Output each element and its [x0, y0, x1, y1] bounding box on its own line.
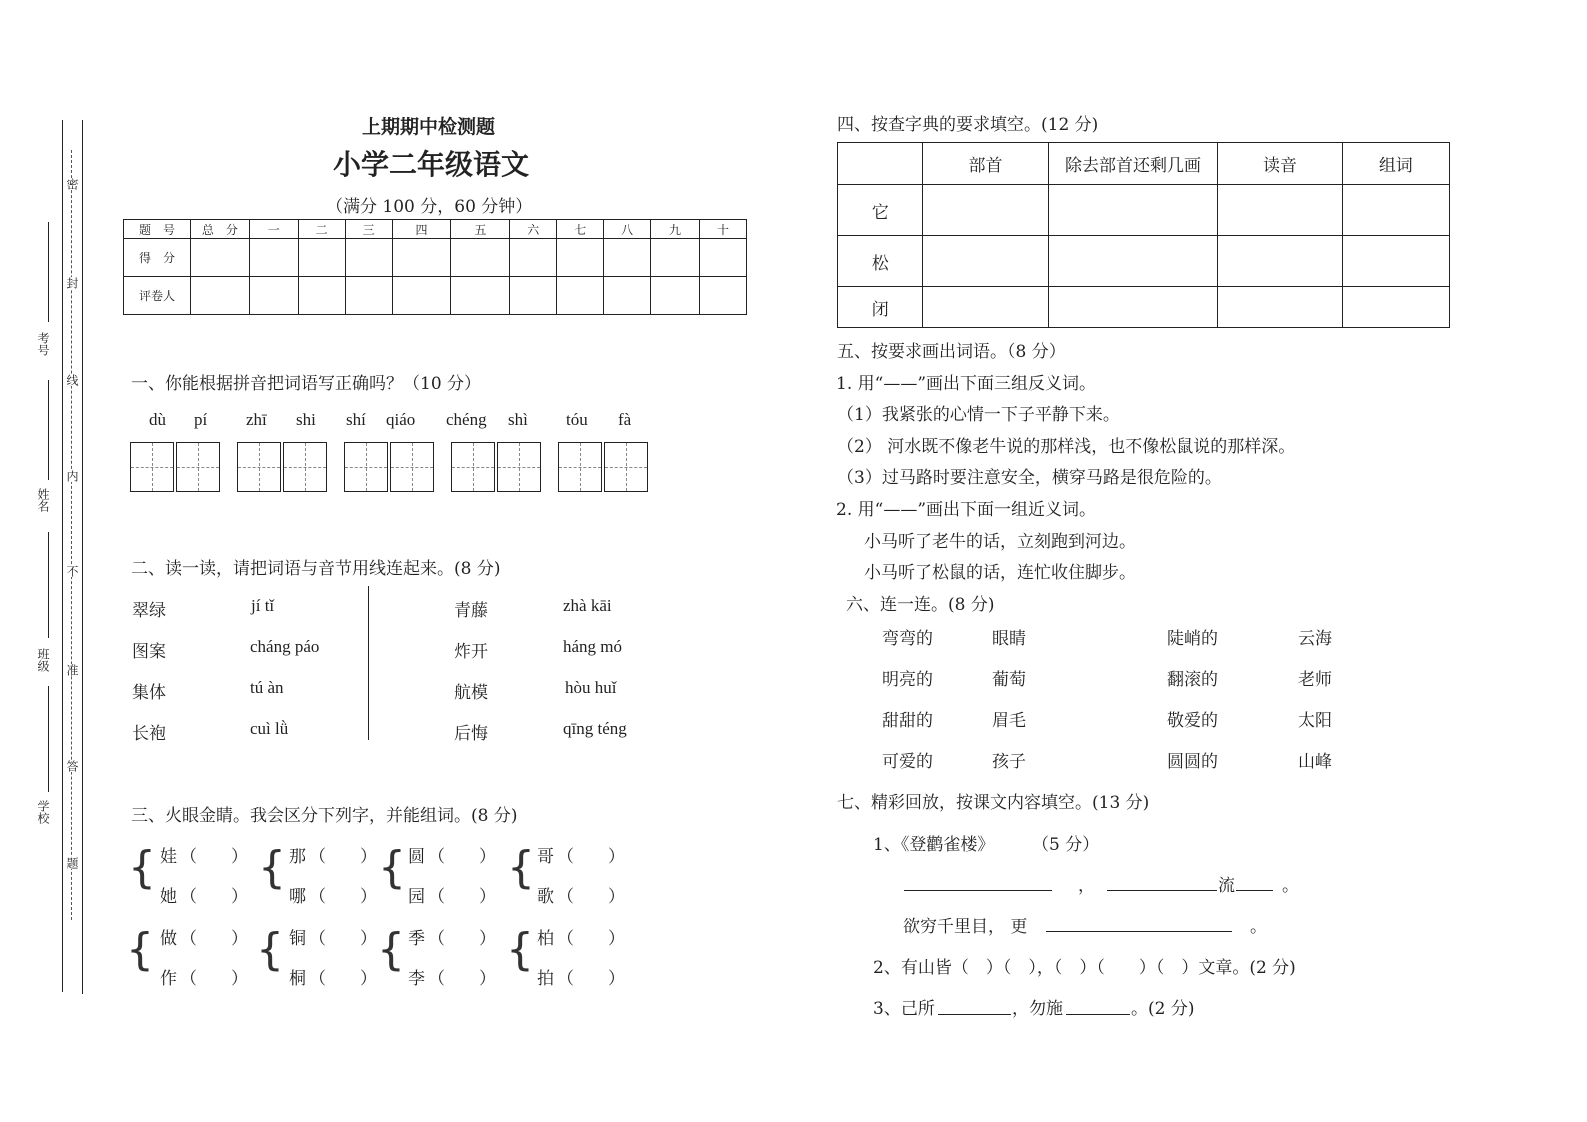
q5-line: 小马听了老牛的话，立刻跑到河边。 [864, 532, 1136, 552]
exam-subtitle: 上期期中检测题 [362, 116, 496, 138]
q1-title: 一、你能根据拼音把词语写正确吗？（10 分） [131, 374, 482, 394]
q7-item1-score: （5 分） [1032, 835, 1100, 855]
q3-char: 桐 [289, 969, 306, 989]
score-header: 九 [651, 220, 700, 239]
dict-char: 它 [838, 185, 923, 236]
exam-title: 小学二年级语文 [333, 148, 530, 181]
writing-grid-cell[interactable] [558, 442, 602, 492]
q3-char: 拍 [537, 969, 554, 989]
seal-char: 封 [65, 277, 79, 289]
q6-word: 弯弯的 [882, 629, 933, 649]
q3-char: 哪 [289, 887, 306, 907]
q5-line: 小马听了松鼠的话，连忙收住脚步。 [864, 563, 1136, 583]
dict-header [838, 143, 923, 185]
q6-word: 太阳 [1298, 711, 1332, 731]
q5-line: （3）过马路时要注意安全，横穿马路是很危险的。 [837, 468, 1222, 488]
q2-pinyin: qīng téng [563, 719, 627, 738]
dict-cell[interactable] [1342, 287, 1449, 328]
score-header: 八 [604, 220, 651, 239]
q5-line: 2. 用“——”画出下面一组近义词。 [836, 500, 1097, 520]
score-header: 题 号 [124, 220, 191, 239]
q1-pinyin: pí [194, 410, 208, 429]
score-header: 六 [510, 220, 557, 239]
margin-line-inner [82, 120, 83, 994]
q2-word: 长袍 [132, 724, 166, 744]
dict-cell[interactable] [1218, 236, 1342, 287]
class-label: 班级 [36, 648, 50, 672]
brace: { [377, 924, 405, 975]
poem-end: 。 [1282, 876, 1299, 896]
poem-blank-4[interactable] [1046, 913, 1232, 932]
poem-line2-end: 。 [1250, 917, 1267, 937]
q3-paren[interactable]: （ ） [180, 929, 248, 949]
poem-comma: ， [1078, 876, 1095, 896]
dict-cell[interactable] [1342, 236, 1449, 287]
q1-pinyin: zhī [246, 410, 267, 429]
q7-title: 七、精彩回放，按课文内容填空。(13 分) [837, 793, 1150, 813]
q6-word: 老师 [1298, 670, 1332, 690]
writing-grid-cell[interactable] [497, 442, 541, 492]
q2-word: 集体 [132, 683, 166, 703]
score-row-label: 评卷人 [124, 277, 191, 315]
q3-paren[interactable]: （ ） [309, 969, 377, 989]
score-header: 十 [700, 220, 747, 239]
q6-word: 明亮的 [882, 670, 933, 690]
dict-cell[interactable] [923, 236, 1048, 287]
score-cell[interactable] [651, 277, 700, 315]
score-table [123, 219, 747, 315]
score-cell[interactable] [392, 239, 451, 277]
writing-grid-cell[interactable] [390, 442, 434, 492]
score-cell[interactable] [345, 239, 392, 277]
q5-line: （2） 河水既不像老牛说的那样浅，也不像松鼠说的那样深。 [837, 437, 1296, 457]
dict-cell[interactable] [1048, 185, 1218, 236]
seal-char: 线 [65, 374, 79, 386]
score-cell[interactable] [700, 239, 747, 277]
seal-dashed-line [71, 150, 72, 920]
q4-title: 四、按查字典的要求填空。(12 分) [837, 115, 1099, 135]
dict-header: 读音 [1218, 143, 1342, 185]
score-header: 二 [298, 220, 345, 239]
score-header: 三 [345, 220, 392, 239]
brace: { [258, 842, 286, 893]
q3-paren[interactable]: （ ） [428, 929, 496, 949]
seal-char: 题 [65, 857, 79, 869]
q3-paren[interactable]: （ ） [180, 969, 248, 989]
q3-char: 歌 [537, 887, 554, 907]
q3-paren[interactable]: （ ） [428, 969, 496, 989]
q3-char: 哥 [537, 847, 554, 867]
dict-header: 部首 [923, 143, 1048, 185]
brace: { [378, 842, 406, 893]
score-cell[interactable] [190, 239, 249, 277]
q6-word: 云海 [1298, 629, 1332, 649]
brace: { [128, 842, 156, 893]
score-cell[interactable] [392, 277, 451, 315]
q2-pinyin: zhà kāi [563, 596, 612, 615]
score-cell[interactable] [298, 277, 345, 315]
q3-char: 李 [408, 969, 425, 989]
q6-word: 眉毛 [992, 711, 1026, 731]
score-cell[interactable] [557, 239, 604, 277]
seal-char: 内 [65, 470, 79, 482]
q2-word: 后悔 [454, 724, 488, 744]
writing-grid-cell[interactable] [451, 442, 495, 492]
score-cell[interactable] [249, 239, 298, 277]
q5-line: 1. 用“——”画出下面三组反义词。 [836, 374, 1097, 394]
score-cell[interactable] [557, 277, 604, 315]
writing-grid-cell[interactable] [237, 442, 281, 492]
dict-char: 松 [838, 236, 923, 287]
q6-word: 葡萄 [992, 670, 1026, 690]
dict-cell[interactable] [1048, 287, 1218, 328]
q6-title: 六、连一连。(8 分) [846, 595, 995, 615]
score-cell[interactable] [510, 277, 557, 315]
seal-char: 准 [65, 664, 79, 676]
q2-pinyin: háng mó [563, 637, 623, 656]
exam-info: （满分 100 分，60 分钟） [326, 197, 533, 217]
brace: { [506, 924, 534, 975]
q1-pinyin: qiáo [386, 410, 416, 429]
q3-char: 她 [160, 887, 177, 907]
q3-paren[interactable]: （ ） [309, 929, 377, 949]
q6-word: 可爱的 [882, 752, 933, 772]
school-label: 学校 [36, 800, 50, 824]
brace: { [507, 842, 535, 893]
binding-margin [0, 0, 90, 1122]
score-cell[interactable] [604, 277, 651, 315]
dict-cell[interactable] [923, 287, 1048, 328]
q2-pinyin: cuì lǜ [250, 719, 289, 738]
dict-char: 闭 [838, 287, 923, 328]
exam-number-blank[interactable] [48, 222, 49, 322]
score-header: 五 [451, 220, 510, 239]
q3-paren[interactable]: （ ） [557, 969, 625, 989]
q3-char: 娃 [160, 847, 177, 867]
writing-grid-cell[interactable] [130, 442, 174, 492]
poem-blank-1[interactable] [904, 872, 1052, 891]
q6-word: 敬爱的 [1167, 711, 1218, 731]
q2-pinyin: hòu huǐ [565, 678, 617, 697]
q7-item2: 2、有山皆（ ）（ ），（ ）（ ）（ ）文章。(2 分) [873, 958, 1296, 978]
q6-word: 翻滚的 [1167, 670, 1218, 690]
q1-pinyin: dù [149, 410, 166, 429]
q2-word: 翠绿 [132, 601, 166, 621]
q3-char: 作 [160, 969, 177, 989]
q3-char: 季 [408, 929, 425, 949]
q2-word: 图案 [132, 642, 166, 662]
score-cell[interactable] [345, 277, 392, 315]
q3-char: 那 [289, 847, 306, 867]
q6-word: 孩子 [992, 752, 1026, 772]
dict-header: 除去部首还剩几画 [1048, 143, 1218, 185]
q7-item3-b: ，勿施 [1012, 999, 1063, 1019]
seal-char: 答 [65, 760, 79, 772]
writing-grid-cell[interactable] [604, 442, 648, 492]
score-header: 七 [557, 220, 604, 239]
q1-pinyin: shi [296, 410, 316, 429]
exam-number-label: 考号 [36, 332, 50, 356]
brace: { [256, 924, 284, 975]
score-cell[interactable] [249, 277, 298, 315]
q3-paren[interactable]: （ ） [557, 929, 625, 949]
q3-paren[interactable]: （ ） [428, 887, 496, 907]
q3-char: 圆 [408, 847, 425, 867]
score-header: 四 [392, 220, 451, 239]
q7-blank-b[interactable] [1066, 996, 1130, 1015]
seal-char: 不 [65, 565, 79, 577]
writing-grid-cell[interactable] [344, 442, 388, 492]
dict-cell[interactable] [1218, 185, 1342, 236]
q2-pinyin: tú àn [250, 678, 284, 697]
poem-line2: 欲穷千里目， 更 [903, 917, 1028, 937]
q7-item1: 1、《登鹳雀楼》 [873, 835, 995, 855]
q7-blank-a[interactable] [938, 996, 1011, 1015]
q6-word: 甜甜的 [882, 711, 933, 731]
q5-line: （1）我紧张的心情一下子平静下来。 [837, 405, 1120, 425]
q2-word: 炸开 [454, 642, 488, 662]
q1-pinyin: shí [346, 410, 366, 429]
class-blank[interactable] [48, 532, 49, 638]
q6-word: 眼睛 [992, 629, 1026, 649]
q1-pinyin: shì [508, 410, 528, 429]
q3-paren[interactable]: （ ） [180, 887, 248, 907]
poem-blank-3[interactable] [1236, 872, 1273, 891]
q5-title: 五、按要求画出词语。（8 分） [837, 342, 1066, 362]
q3-title: 三、火眼金睛。我会区分下列字，并能组词。(8 分) [131, 806, 518, 826]
q1-pinyin: chéng [446, 410, 487, 429]
dictionary-table [837, 142, 1450, 328]
q2-pinyin: cháng páo [250, 637, 320, 656]
q6-word: 山峰 [1298, 752, 1332, 772]
dict-cell[interactable] [1048, 236, 1218, 287]
dict-cell[interactable] [1218, 287, 1342, 328]
q6-word: 圆圆的 [1167, 752, 1218, 772]
q3-char: 做 [160, 929, 177, 949]
dict-cell[interactable] [923, 185, 1048, 236]
q2-word: 青藤 [454, 601, 488, 621]
poem-liu: 流 [1218, 876, 1235, 896]
q1-pinyin: fà [618, 410, 632, 429]
q3-paren[interactable]: （ ） [309, 887, 377, 907]
score-header: 总 分 [190, 220, 249, 239]
score-cell[interactable] [190, 277, 249, 315]
q3-paren[interactable]: （ ） [557, 887, 625, 907]
score-row-label: 得 分 [124, 239, 191, 277]
q3-char: 园 [408, 887, 425, 907]
q2-pinyin: jí tǐ [251, 596, 275, 615]
writing-grid-cell[interactable] [176, 442, 220, 492]
margin-line-outer [62, 120, 63, 992]
q3-char: 铜 [289, 929, 306, 949]
q3-paren[interactable]: （ ） [180, 847, 248, 867]
seal-char: 密 [65, 178, 79, 190]
q7-item3-c: 。(2 分) [1131, 999, 1195, 1019]
q2-title: 二、读一读，请把词语与音节用线连起来。(8 分) [131, 559, 501, 579]
dict-header: 组词 [1342, 143, 1449, 185]
writing-grid-cell[interactable] [283, 442, 327, 492]
name-blank[interactable] [48, 380, 49, 480]
score-cell[interactable] [451, 277, 510, 315]
score-cell[interactable] [510, 239, 557, 277]
q7-item3-a: 3、己所 [873, 999, 935, 1019]
school-blank[interactable] [48, 686, 49, 792]
q3-paren[interactable]: （ ） [557, 847, 625, 867]
score-cell[interactable] [604, 239, 651, 277]
q3-paren[interactable]: （ ） [309, 847, 377, 867]
q2-word: 航模 [454, 683, 488, 703]
score-cell[interactable] [451, 239, 510, 277]
score-cell[interactable] [298, 239, 345, 277]
dict-cell[interactable] [1342, 185, 1449, 236]
score-cell[interactable] [651, 239, 700, 277]
score-header: 一 [249, 220, 298, 239]
q1-pinyin: tóu [566, 410, 588, 429]
score-cell[interactable] [700, 277, 747, 315]
q3-paren[interactable]: （ ） [428, 847, 496, 867]
name-label: 姓名 [36, 488, 50, 512]
poem-blank-2[interactable] [1107, 872, 1217, 891]
q2-divider [368, 586, 369, 740]
q6-word: 陡峭的 [1167, 629, 1218, 649]
q3-char: 柏 [537, 929, 554, 949]
brace: { [126, 924, 154, 975]
